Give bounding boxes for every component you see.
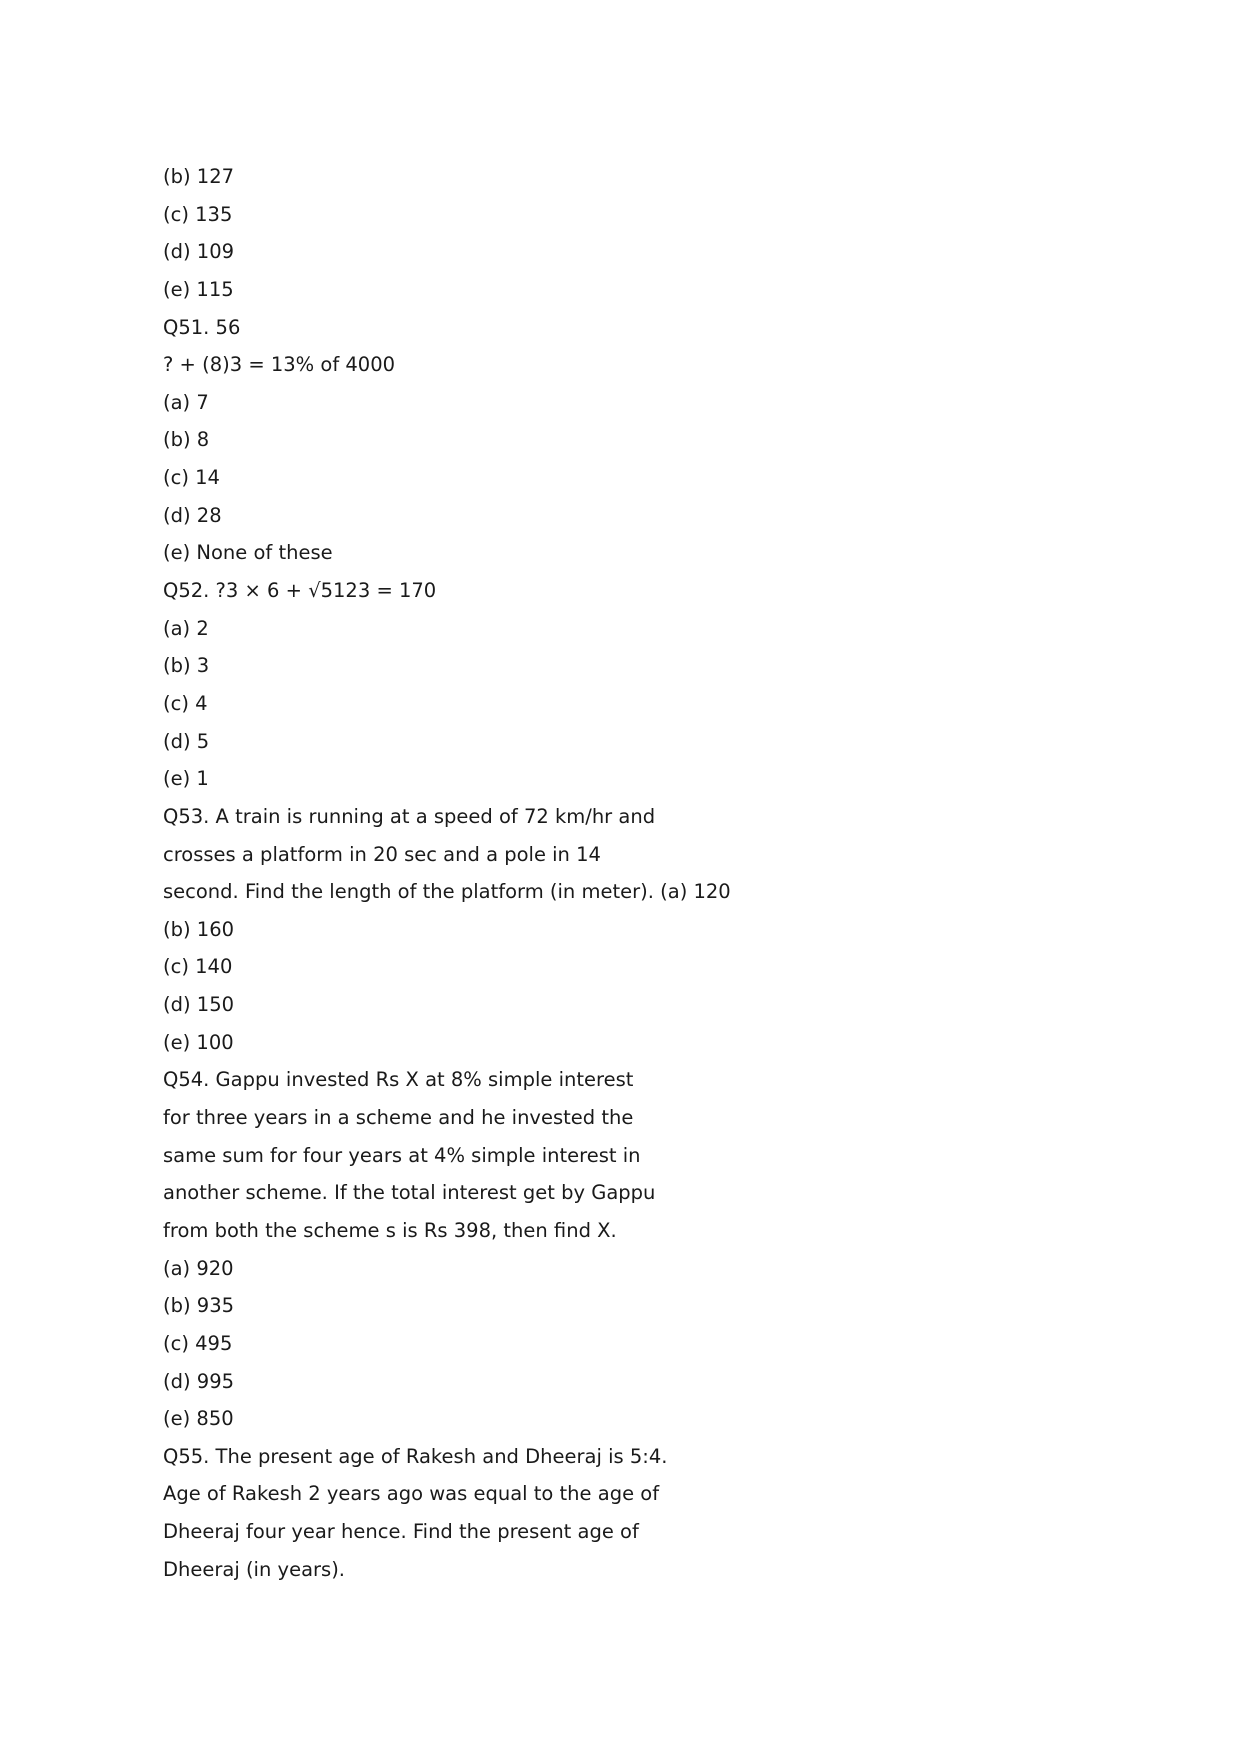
option-e: (e) 100 — [163, 1030, 234, 1054]
option-a: (a) 920 — [163, 1256, 234, 1280]
question-54-text: from both the scheme s is Rs 398, then find X. — [163, 1218, 617, 1242]
option-d: (d) 5 — [163, 729, 210, 753]
question-54-text: same sum for four years at 4% simple interest in — [163, 1143, 641, 1167]
option-d: (d) 28 — [163, 503, 222, 527]
option-d: (d) 109 — [163, 240, 235, 264]
question-55-text: Dheeraj (in years). — [163, 1557, 346, 1581]
question-55-text: Q55. The present age of Rakesh and Dheeraj is 5:4. — [163, 1444, 668, 1468]
option-a: (a) 2 — [163, 616, 209, 640]
option-b: (b) 160 — [163, 917, 235, 941]
option-b: (b) 127 — [163, 165, 235, 188]
option-a: (a) 7 — [163, 390, 209, 414]
option-c: (c) 4 — [163, 691, 208, 715]
option-c: (c) 140 — [163, 955, 233, 979]
option-e: (e) 115 — [163, 277, 234, 301]
question-55-text: Age of Rakesh 2 years ago was equal to the age of — [163, 1482, 660, 1506]
question-51-text: ? + (8)3 = 13% of 4000 — [163, 353, 396, 377]
question-54-text: Q54. Gappu invested Rs X at 8% simple interest — [163, 1068, 634, 1092]
option-e: (e) 1 — [163, 767, 209, 791]
option-b: (b) 935 — [163, 1294, 235, 1318]
question-52-text: Q52. ?3 × 6 + √5123 = 170 — [163, 579, 437, 603]
option-c: (c) 495 — [163, 1331, 233, 1355]
option-d: (d) 150 — [163, 993, 235, 1017]
question-54-text: another scheme. If the total interest get by Gappu — [163, 1181, 656, 1205]
option-c: (c) 14 — [163, 466, 220, 490]
question-55-text: Dheeraj four year hence. Find the present age of — [163, 1520, 639, 1544]
question-53-text: Q53. A train is running at a speed of 72 km/hr and — [163, 804, 656, 828]
document-page — [163, 158, 1063, 1588]
option-b: (b) 3 — [163, 654, 210, 678]
question-54-text: for three years in a scheme and he invested the — [163, 1106, 634, 1130]
question-53-text: second. Find the length of the platform (in meter). (a) 120 — [163, 880, 731, 904]
question-51-heading: Q51. 56 — [163, 315, 241, 339]
option-e: (e) None of these — [163, 541, 333, 565]
option-d: (d) 995 — [163, 1369, 235, 1393]
option-e: (e) 850 — [163, 1407, 234, 1431]
question-53-text: crosses a platform in 20 sec and a pole in 14 — [163, 842, 601, 866]
option-b: (b) 8 — [163, 428, 210, 452]
option-c: (c) 135 — [163, 202, 233, 226]
